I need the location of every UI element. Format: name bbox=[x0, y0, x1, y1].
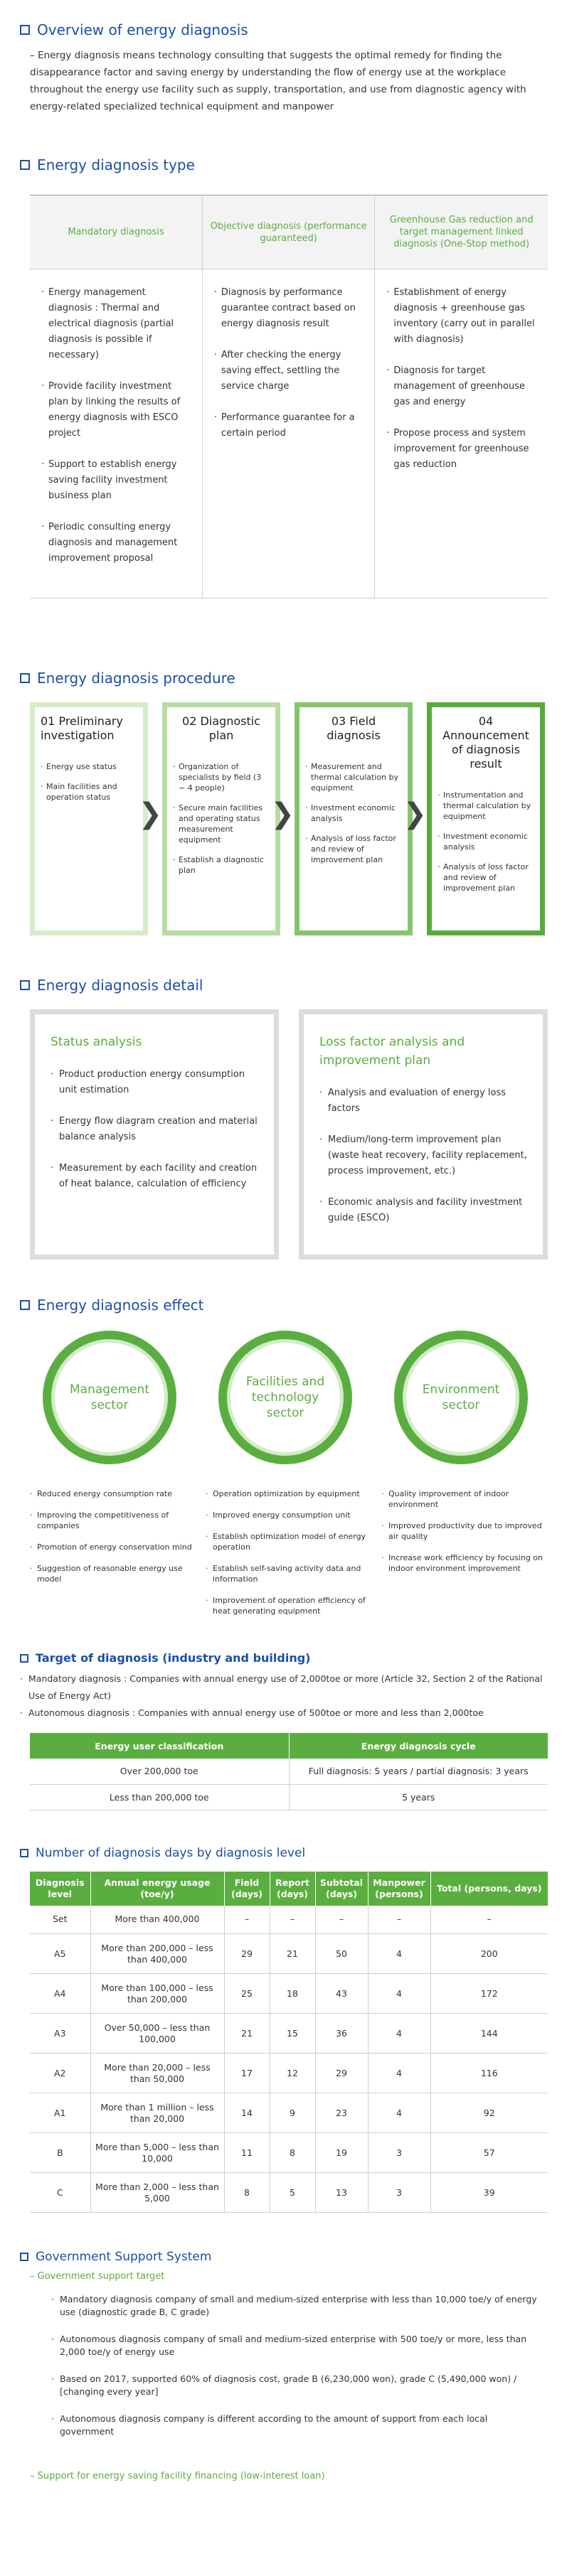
table-header: Manpower (persons) bbox=[368, 1872, 430, 1906]
detail-title-text: Energy diagnosis detail bbox=[37, 977, 203, 994]
procedure-step-2 bbox=[162, 702, 295, 935]
procedure-title-text: Energy diagnosis procedure bbox=[37, 670, 235, 687]
list-item: · Performance guarantee for a certain period bbox=[214, 410, 363, 441]
list-item: · Organization of specialists by field (3 ~ 4 people) bbox=[173, 761, 270, 793]
square-bullet-icon bbox=[20, 2253, 28, 2261]
support-section bbox=[20, 2250, 548, 2481]
table-row bbox=[30, 2093, 548, 2133]
table-cell: 25 bbox=[224, 1974, 270, 2014]
table-row bbox=[30, 1784, 548, 1810]
table-cell: 36 bbox=[315, 2014, 368, 2054]
table-cell: A3 bbox=[30, 2014, 90, 2054]
list-item: · Improved energy consumption unit bbox=[206, 1510, 371, 1520]
table-cell: – bbox=[368, 1906, 430, 1934]
days-title bbox=[20, 1846, 548, 1860]
sector-name: Management sector bbox=[70, 1383, 149, 1412]
table-cell: 29 bbox=[224, 1934, 270, 1974]
table-cell: Over 50,000 – less than 100,000 bbox=[90, 2014, 224, 2054]
sector-environment bbox=[381, 1331, 547, 1627]
sector-management bbox=[30, 1331, 196, 1627]
table-cell: 92 bbox=[430, 2093, 548, 2133]
table-cell: Full diagnosis: 5 years / partial diagnosis: 3 years bbox=[289, 1759, 548, 1784]
days-table bbox=[30, 1872, 548, 2213]
table-cell: A2 bbox=[30, 2054, 90, 2093]
list-item: · Improved productivity due to improved air quality bbox=[381, 1520, 547, 1542]
table-row bbox=[30, 2054, 548, 2093]
list-item: · Periodic consulting energy diagnosis and management improvement proposal bbox=[41, 520, 191, 567]
list-item: · Operation optimization by equipment bbox=[206, 1488, 371, 1499]
table-cell: 4 bbox=[368, 1934, 430, 1974]
step-title: 04 Announcement of diagnosis result bbox=[442, 714, 529, 771]
overview-text: – Energy diagnosis means technology consulting that suggests the optimal remedy for finding the disappearance factor and saving energy by understanding the flow of energy use at the workplace throughout the energy use facility such as supply, transportation, and use from diagnostic agency with energy-related specialized technical equipment and manpower bbox=[30, 50, 526, 112]
support-title bbox=[20, 2250, 548, 2264]
list-item: · Instrumentation and thermal calculation by equipment bbox=[438, 790, 534, 822]
table-header: Diagnosis level bbox=[30, 1872, 90, 1906]
table-cell: – bbox=[315, 1906, 368, 1934]
chevron-right-icon: ❯ bbox=[403, 798, 427, 830]
list-item: · Diagnosis by performance guarantee contract based on energy diagnosis result bbox=[214, 285, 363, 332]
list-item: · Diagnosis for target management of greenhouse gas and energy bbox=[386, 363, 536, 410]
table-cell: 8 bbox=[224, 2173, 270, 2213]
table-cell: 3 bbox=[368, 2133, 430, 2173]
table-cell: 5 years bbox=[289, 1784, 548, 1810]
table-cell: 200 bbox=[430, 1934, 548, 1974]
table-cell: 29 bbox=[315, 2054, 368, 2093]
list-item: · Reduced energy consumption rate bbox=[30, 1488, 196, 1499]
detail-box-title: Loss factor analysis and improvement plan bbox=[319, 1035, 465, 1068]
table-cell: 4 bbox=[368, 2054, 430, 2093]
table-row bbox=[30, 1906, 548, 1934]
list-item: · Main facilities and operation status bbox=[41, 781, 137, 803]
support-list bbox=[51, 2293, 542, 2438]
square-bullet-icon bbox=[20, 1300, 30, 1310]
procedure-step-4 bbox=[427, 702, 545, 935]
square-bullet-icon bbox=[20, 673, 30, 683]
table-cell: – bbox=[270, 1906, 315, 1934]
table-cell: 15 bbox=[270, 2014, 315, 2054]
table-cell: Over 200,000 toe bbox=[30, 1759, 289, 1784]
cycle-table bbox=[30, 1733, 548, 1810]
table-cell: Set bbox=[30, 1906, 90, 1934]
step-title: 03 Field diagnosis bbox=[327, 714, 381, 742]
list-item: · Autonomous diagnosis company of small and medium-sized enterprise with 500 toe/y or more, less than 2,000 toe/y of energy use bbox=[51, 2333, 542, 2358]
overview-section bbox=[20, 21, 548, 115]
type-header: Greenhouse Gas reduction and target management linked diagnosis (One-Stop method) bbox=[375, 195, 548, 269]
effect-title bbox=[20, 1297, 548, 1314]
step-title: 02 Diagnostic plan bbox=[182, 714, 260, 742]
types-title-text: Energy diagnosis type bbox=[37, 156, 195, 173]
table-cell: 9 bbox=[270, 2093, 315, 2133]
table-cell: 13 bbox=[315, 2173, 368, 2213]
square-bullet-icon bbox=[20, 25, 30, 35]
chevron-right-icon: ❯ bbox=[138, 798, 162, 830]
table-row bbox=[30, 2014, 548, 2054]
procedure-step-1 bbox=[30, 702, 162, 935]
list-item: · Improving the competitiveness of companies bbox=[30, 1510, 196, 1531]
table-cell: 50 bbox=[315, 1934, 368, 1974]
table-cell: 8 bbox=[270, 2133, 315, 2173]
list-item: · Increase work efficiency by focusing on indoor environment improvement bbox=[381, 1552, 547, 1574]
chevron-right-icon: ❯ bbox=[270, 798, 295, 830]
effect-sectors bbox=[30, 1331, 548, 1627]
list-item: · Investment economic analysis bbox=[438, 831, 534, 852]
table-cell: A5 bbox=[30, 1934, 90, 1974]
list-item: · Provide facility investment plan by linking the results of energy diagnosis with ESCO project bbox=[41, 379, 191, 441]
table-cell: A4 bbox=[30, 1974, 90, 2014]
list-item: · Based on 2017, supported 60% of diagnosis cost, grade B (6,230,000 won), grade C (5,490,000 won) / [changing every year] bbox=[51, 2373, 542, 2398]
table-cell: 144 bbox=[430, 2014, 548, 2054]
table-cell: 21 bbox=[270, 1934, 315, 1974]
table-cell: 11 bbox=[224, 2133, 270, 2173]
table-cell: 4 bbox=[368, 2093, 430, 2133]
table-row bbox=[30, 1759, 548, 1784]
table-cell: 5 bbox=[270, 2173, 315, 2213]
table-header: Report (days) bbox=[270, 1872, 315, 1906]
table-header: Field (days) bbox=[224, 1872, 270, 1906]
detail-title bbox=[20, 977, 548, 994]
table-cell: More than 20,000 – less than 50,000 bbox=[90, 2054, 224, 2093]
types-section bbox=[20, 156, 548, 599]
table-header: Subtotal (days) bbox=[315, 1872, 368, 1906]
table-cell: 3 bbox=[368, 2173, 430, 2213]
types-table bbox=[30, 195, 548, 599]
list-item: · Propose process and system improvement for greenhouse gas reduction bbox=[386, 426, 536, 473]
table-cell: 4 bbox=[368, 1974, 430, 2014]
table-cell: More than 400,000 bbox=[90, 1906, 224, 1934]
list-item: · Establishment of energy diagnosis + greenhouse gas inventory (carry out in parallel with diagnosis) bbox=[386, 285, 536, 348]
table-row bbox=[30, 2173, 548, 2213]
list-item: · Product production energy consumption unit estimation bbox=[51, 1067, 258, 1098]
days-title-text: Number of diagnosis days by diagnosis level bbox=[36, 1845, 306, 1860]
overview-title bbox=[20, 21, 548, 38]
table-header: Energy user classification bbox=[30, 1733, 289, 1759]
list-item: · Promotion of energy conservation mind bbox=[30, 1542, 196, 1552]
list-item: · Autonomous diagnosis : Companies with annual energy use of 500toe or more and less than 2,000toe bbox=[20, 1705, 548, 1722]
support-subtitle: – Support for energy saving facility financing (low-interest loan) bbox=[30, 2471, 325, 2481]
table-cell: 19 bbox=[315, 2133, 368, 2173]
table-header: Total (persons, days) bbox=[430, 1872, 548, 1906]
list-item: · Economic analysis and facility investment guide (ESCO) bbox=[319, 1195, 527, 1226]
list-item: · After checking the energy saving effect, settling the service charge bbox=[214, 348, 363, 395]
table-cell: 17 bbox=[224, 2054, 270, 2093]
table-cell: 21 bbox=[224, 2014, 270, 2054]
table-cell: 116 bbox=[430, 2054, 548, 2093]
sector-ring bbox=[43, 1331, 176, 1464]
table-header: Annual energy usage (toe/y) bbox=[90, 1872, 224, 1906]
table-cell: More than 1 million – less than 20,000 bbox=[90, 2093, 224, 2133]
table-cell: Less than 200,000 toe bbox=[30, 1784, 289, 1810]
list-item: · Measurement and thermal calculation by equipment bbox=[305, 761, 402, 793]
sector-ring bbox=[218, 1331, 352, 1464]
sector-facilities bbox=[206, 1331, 371, 1627]
detail-boxes bbox=[30, 1009, 548, 1260]
list-item: · Quality improvement of indoor environment bbox=[381, 1488, 547, 1510]
square-bullet-icon bbox=[20, 980, 30, 990]
detail-box-loss bbox=[299, 1009, 548, 1260]
list-item: · Establish self-saving activity data and information bbox=[206, 1563, 371, 1584]
table-cell: – bbox=[430, 1906, 548, 1934]
type-header: Mandatory diagnosis bbox=[30, 195, 202, 269]
detail-section bbox=[20, 977, 548, 1260]
type-cell bbox=[375, 269, 548, 599]
list-item: · Analysis and evaluation of energy loss factors bbox=[319, 1085, 527, 1117]
days-section bbox=[20, 1846, 548, 2213]
list-item: · Secure main facilities and operating status measurement equipment bbox=[173, 803, 270, 845]
types-title bbox=[20, 156, 548, 173]
table-row bbox=[30, 2133, 548, 2173]
target-title bbox=[20, 1651, 548, 1665]
support-subtitle: – Government support target bbox=[30, 2271, 165, 2282]
list-item: · Support to establish energy saving facility investment business plan bbox=[41, 457, 191, 504]
table-header: Energy diagnosis cycle bbox=[289, 1733, 548, 1759]
procedure-step-3 bbox=[295, 702, 427, 935]
overview-title-text: Overview of energy diagnosis bbox=[37, 21, 248, 38]
list-item: · Analysis of loss factor and review of improvement plan bbox=[305, 833, 402, 865]
target-title-text: Target of diagnosis (industry and building) bbox=[36, 1651, 311, 1665]
sector-name: Facilities and technology sector bbox=[245, 1375, 325, 1420]
procedure-section bbox=[20, 670, 548, 935]
square-bullet-icon bbox=[20, 1849, 28, 1857]
table-cell: 12 bbox=[270, 2054, 315, 2093]
table-cell: B bbox=[30, 2133, 90, 2173]
support-title-text: Government Support System bbox=[36, 2250, 212, 2264]
table-row bbox=[30, 1974, 548, 2014]
table-cell: 39 bbox=[430, 2173, 548, 2213]
list-item: · Establish a diagnostic plan bbox=[173, 854, 270, 876]
table-cell: A1 bbox=[30, 2093, 90, 2133]
table-cell: 14 bbox=[224, 2093, 270, 2133]
table-cell: More than 2,000 – less than 5,000 bbox=[90, 2173, 224, 2213]
sector-ring bbox=[394, 1331, 528, 1464]
type-header: Objective diagnosis (performance guaranteed) bbox=[202, 195, 374, 269]
target-list bbox=[20, 1670, 548, 1722]
list-item: · Analysis of loss factor and review of improvement plan bbox=[438, 862, 534, 893]
list-item: · Mandatory diagnosis : Companies with annual energy use of 2,000toe or more (Article 32, Section 2 of the Rational Use of Energy Act) bbox=[20, 1670, 548, 1705]
procedure-steps bbox=[30, 702, 548, 935]
sector-name: Environment sector bbox=[422, 1383, 500, 1412]
list-item: · Establish optimization model of energy operation bbox=[206, 1531, 371, 1552]
list-item: · Energy flow diagram creation and material balance analysis bbox=[51, 1114, 258, 1145]
table-cell: 172 bbox=[430, 1974, 548, 2014]
table-cell: C bbox=[30, 2173, 90, 2213]
procedure-title bbox=[20, 670, 548, 687]
detail-box-title: Status analysis bbox=[51, 1035, 142, 1049]
table-cell: More than 100,000 – less than 200,000 bbox=[90, 1974, 224, 2014]
step-title: 01 Preliminary investigation bbox=[41, 714, 123, 742]
square-bullet-icon bbox=[20, 1654, 28, 1663]
list-item: · Mandatory diagnosis company of small and medium-sized enterprise with less than 10,000 toe/y of energy use (diagnostic grade B, C grade) bbox=[51, 2293, 542, 2319]
list-item: · Energy use status bbox=[41, 761, 137, 772]
list-item: · Energy management diagnosis : Thermal and electrical diagnosis (partial diagnosis is possible if necessary) bbox=[41, 285, 191, 363]
table-cell: 18 bbox=[270, 1974, 315, 2014]
table-cell: 43 bbox=[315, 1974, 368, 2014]
list-item: · Improvement of operation efficiency of heat generating equipment bbox=[206, 1595, 371, 1616]
table-row bbox=[30, 1934, 548, 1974]
effect-title-text: Energy diagnosis effect bbox=[37, 1297, 204, 1314]
list-item: · Suggestion of reasonable energy use model bbox=[30, 1563, 196, 1584]
table-cell: 57 bbox=[430, 2133, 548, 2173]
type-cell bbox=[30, 269, 202, 599]
detail-box-status bbox=[30, 1009, 279, 1260]
type-cell bbox=[202, 269, 374, 599]
table-cell: 4 bbox=[368, 2014, 430, 2054]
table-cell: More than 5,000 – less than 10,000 bbox=[90, 2133, 224, 2173]
list-item: · Investment economic analysis bbox=[305, 803, 402, 824]
table-cell: 23 bbox=[315, 2093, 368, 2133]
target-section bbox=[20, 1651, 548, 1810]
effect-section bbox=[20, 1297, 548, 1627]
square-bullet-icon bbox=[20, 160, 30, 170]
list-item: · Medium/long-term improvement plan (waste heat recovery, facility replacement, process improvement, etc.) bbox=[319, 1132, 527, 1179]
list-item: · Autonomous diagnosis company is different according to the amount of support from each local government bbox=[51, 2413, 542, 2438]
table-cell: – bbox=[224, 1906, 270, 1934]
table-cell: More than 200,000 – less than 400,000 bbox=[90, 1934, 224, 1974]
list-item: · Measurement by each facility and creation of heat balance, calculation of efficiency bbox=[51, 1161, 258, 1192]
